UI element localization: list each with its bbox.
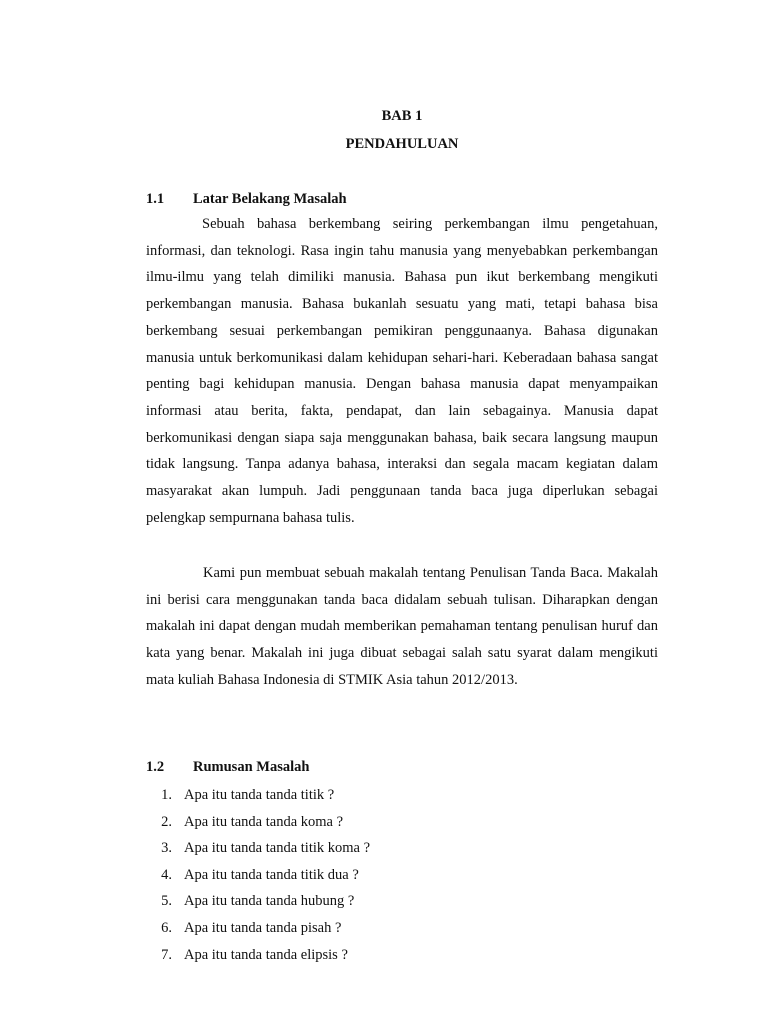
list-item xyxy=(146,862,658,889)
list-item xyxy=(146,915,658,942)
list-item xyxy=(146,888,658,915)
section-title: Latar Belakang Masalah xyxy=(193,191,347,207)
list-item-text: Apa itu tanda tanda pisah ? xyxy=(184,919,342,936)
list-item-number: 7. xyxy=(161,946,172,963)
list-item xyxy=(146,942,658,969)
list-item xyxy=(146,782,658,809)
list-item-text: Apa itu tanda tanda titik ? xyxy=(184,787,335,803)
list-item-number: 1. xyxy=(161,787,172,803)
list-item-text: Apa itu tanda tanda titik dua ? xyxy=(184,866,359,883)
section-heading-problem xyxy=(146,759,658,776)
background-paragraph-1: Sebuah bahasa berkembang seiring perkembangan ilmu pengetahuan, informasi, dan teknologi. Rasa ingin tahu manusia yang menyebabkan perkembangan ilmu-ilmu yang telah dimiliki manusia. Bahasa pun ikut berkembang mengikuti perkembangan manusia. Bahasa bukanlah sesuatu yang mati, tetapi bahasa bisa berkembang sesuai perkembangan pemikiran penggunaanya. Bahasa digunakan manusia untuk berkomunikasi dalam kehidupan sehari-hari. Keberadaan bahasa sangat penting bagi kehidupan manusia. Dengan bahasa manusia dapat menyampaikan informasi atau berita, fakta, pendapat, dan lain sebagainya. Manusia dapat berkomunikasi dengan siapa saja menggunakan bahasa, baik secara langsung maupun tidak langsung. Tanpa adanya bahasa, interaksi dan segala macam kegiatan dalam masyarakat akan lumpuh. Jadi penggunaan tanda baca juga diperlukan sebagai pelengkap sempurnana bahasa tulis. xyxy=(146,216,658,526)
list-item-number: 2. xyxy=(161,813,172,830)
list-item-number: 5. xyxy=(161,893,172,910)
list-item xyxy=(146,809,658,836)
list-item-number: 3. xyxy=(161,840,172,857)
document-page xyxy=(146,0,658,1024)
list-item-number: 4. xyxy=(161,866,172,883)
background-paragraph-2: Kami pun membuat sebuah makalah tentang Penulisan Tanda Baca. Makalah ini berisi cara menggunakan tanda baca didalam sebuah tulisan. Diharapkan dengan makalah ini dapat dengan mudah memberikan pemahaman tentang penulisan huruf dan kata yang benar. Makalah ini juga dibuat sebagai salah satu syarat dalam mengikuti mata kuliah Bahasa Indonesia di STMIK Asia tahun 2012/2013. xyxy=(146,565,658,688)
section-number: 1.2 xyxy=(146,759,165,775)
problem-list xyxy=(146,782,658,968)
section-title: Rumusan Masalah xyxy=(193,759,310,775)
list-item-text: Apa itu tanda tanda elipsis ? xyxy=(184,946,348,963)
section-number: 1.1 xyxy=(146,191,165,207)
list-item-number: 6. xyxy=(161,919,172,936)
chapter-number: BAB 1 xyxy=(381,108,423,124)
section-heading-background xyxy=(146,191,658,208)
list-item xyxy=(146,835,658,862)
list-item-text: Apa itu tanda tanda koma ? xyxy=(184,813,344,830)
list-item-text: Apa itu tanda tanda hubung ? xyxy=(184,893,355,910)
chapter-title: PENDAHULUAN xyxy=(345,136,459,152)
list-item-text: Apa itu tanda tanda titik koma ? xyxy=(184,840,371,857)
